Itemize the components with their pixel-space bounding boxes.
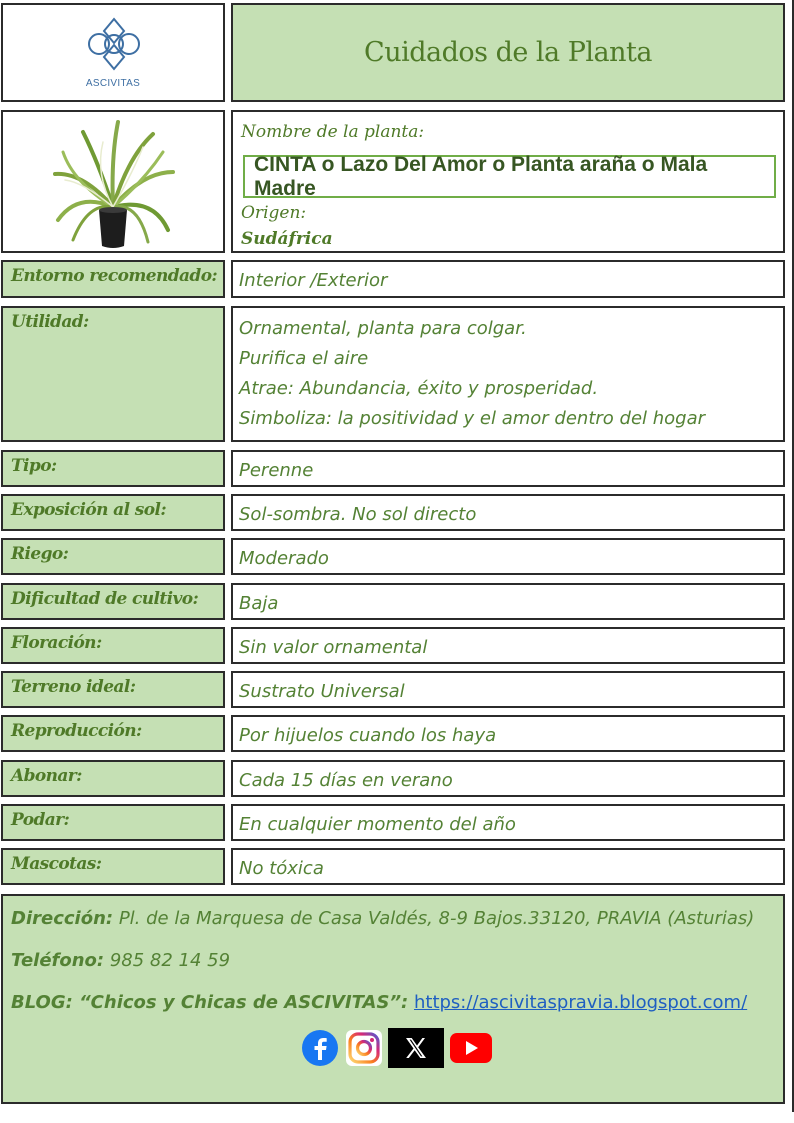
instagram-icon[interactable] xyxy=(344,1026,384,1070)
label-tipo: Tipo: xyxy=(1,450,225,487)
plant-info-cell xyxy=(231,110,785,253)
plant-image-cell xyxy=(1,110,225,253)
value-entorno xyxy=(231,260,785,298)
title-cell xyxy=(231,3,785,102)
value-tipo-text: Perenne xyxy=(239,460,314,481)
phone-label: Teléfono: xyxy=(11,950,105,971)
social-links xyxy=(300,1026,494,1070)
blog-link[interactable]: https://ascivitaspravia.blogspot.com/ xyxy=(413,992,748,1013)
value-terreno-text: Sustrato Universal xyxy=(239,681,405,702)
logo-cell xyxy=(1,3,225,102)
label-abonar: Abonar: xyxy=(1,760,225,797)
value-riego xyxy=(231,538,785,575)
label-floracion: Floración: xyxy=(1,627,225,664)
label-dificultad: Dificultad de cultivo: xyxy=(1,583,225,620)
address-line xyxy=(11,906,783,948)
label-exposicion: Exposición al sol: xyxy=(1,494,225,531)
value-tipo xyxy=(231,450,785,487)
value-abonar xyxy=(231,760,785,797)
youtube-icon[interactable] xyxy=(448,1026,494,1070)
value-dificultad xyxy=(231,583,785,620)
value-entorno-text: Interior /Exterior xyxy=(239,270,388,291)
footer xyxy=(1,894,785,1104)
plant-name: CINTA o Lazo Del Amor o Planta araña o Mala Madre xyxy=(243,155,776,198)
value-podar-text: En cualquier momento del año xyxy=(239,814,516,835)
value-abonar-text: Cada 15 días en verano xyxy=(239,770,453,791)
logo-text: ASCIVITAS xyxy=(85,78,141,89)
value-podar xyxy=(231,804,785,841)
ascivitas-logo-icon xyxy=(85,17,143,75)
value-riego-text: Moderado xyxy=(239,548,329,569)
value-utilidad xyxy=(231,306,785,442)
value-dificultad-text: Baja xyxy=(239,593,279,614)
value-reproduccion-text: Por hijuelos cuando los haya xyxy=(239,725,497,746)
value-exposicion-text: Sol-sombra. No sol directo xyxy=(239,504,477,525)
value-exposicion xyxy=(231,494,785,531)
facebook-icon[interactable] xyxy=(300,1026,340,1070)
label-reproduccion: Reproducción: xyxy=(1,715,225,752)
value-mascotas-text: No tóxica xyxy=(239,858,324,879)
plant-name-label: Nombre de la planta: xyxy=(241,122,425,142)
label-podar: Podar: xyxy=(1,804,225,841)
value-utilidad-line: Purifica el aire xyxy=(239,348,369,369)
origin-value: Sudáfrica xyxy=(241,229,333,249)
value-reproduccion xyxy=(231,715,785,752)
origin-label: Origen: xyxy=(241,203,307,223)
phone-line xyxy=(11,948,783,990)
x-icon[interactable] xyxy=(388,1028,444,1068)
value-utilidad-line: Ornamental, planta para colgar. xyxy=(239,318,527,339)
label-entorno: Entorno recomendado: xyxy=(1,260,225,298)
label-utilidad: Utilidad: xyxy=(1,306,225,442)
address-value: Pl. de la Marquesa de Casa Valdés, 8-9 Bajos.33120, PRAVIA (Asturias) xyxy=(113,908,755,929)
value-utilidad-line: Simboliza: la positividad y el amor dentro del hogar xyxy=(239,408,706,429)
value-mascotas xyxy=(231,848,785,885)
potted-spider-plant-icon xyxy=(3,112,227,255)
value-floracion xyxy=(231,627,785,664)
address-label: Dirección: xyxy=(11,908,114,929)
value-floracion-text: Sin valor ornamental xyxy=(239,637,428,658)
label-terreno: Terreno ideal: xyxy=(1,671,225,708)
phone-value: 985 82 14 59 xyxy=(104,950,231,971)
label-riego: Riego: xyxy=(1,538,225,575)
value-terreno xyxy=(231,671,785,708)
blog-label: BLOG: “Chicos y Chicas de ASCIVITAS”: xyxy=(11,992,409,1013)
value-utilidad-line: Atrae: Abundancia, éxito y prosperidad. xyxy=(239,378,599,399)
label-mascotas: Mascotas: xyxy=(1,848,225,885)
page-title: Cuidados de la Planta xyxy=(364,37,652,68)
